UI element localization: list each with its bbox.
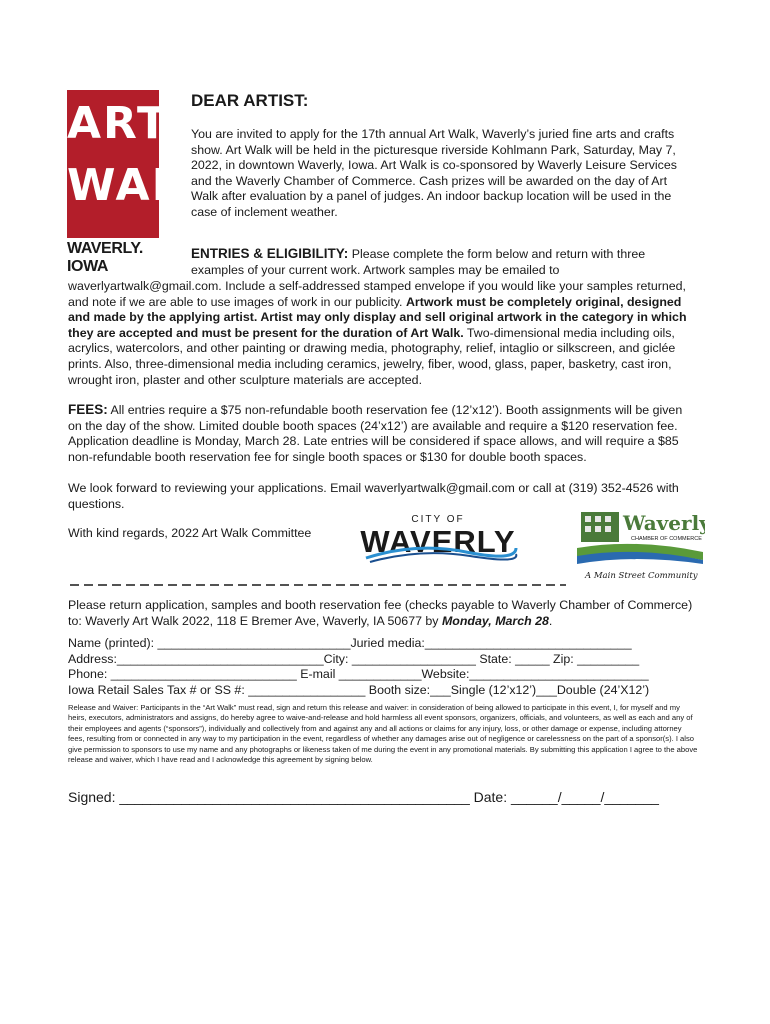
entries-text-3: Two-dimensional media including oils, acrylics, watercolors, and other painting or drawing media, photography, relief, intaglio or silkscreen, and giclée prints. Also, three-dimensional media including ceramics, jewelry, fiber, wood, glass, paper, basketry, cast iron, wrought iron, plaster and other sculpture materials are accepted.: [68, 325, 676, 387]
cut-line-divider: [68, 575, 568, 587]
fees-paragraph: [68, 402, 698, 465]
form-name-line[interactable]: Name (printed): ____________________________Juried media:______________________________: [68, 636, 632, 650]
application-form: [68, 636, 708, 698]
city-logo-graphic: [356, 512, 521, 572]
closing-paragraph: We look forward to reviewing your applications. Email waverlyartwalk@gmail.com or call at (319) 352-4526 with questions.: [68, 481, 679, 511]
form-address-line[interactable]: Address:______________________________City: __________________ State: _____ Zip: _________: [68, 651, 640, 666]
intro-paragraph: You are invited to apply for the 17th annual Art Walk, Waverly’s juried fine arts and crafts show. Art Walk will be held in the picturesque riverside Kohlmann Park, Saturday, May 7, 2022, in downtown Waverly, Iowa. Art Walk is co-sponsored by Waverly Leisure Services and the Waverly Chamber of Commerce. Cash prizes will be awarded on the day of Art Walk after evaluation by a panel of judges. An indoor backup location will be used in the case of inclement weather.: [191, 127, 677, 219]
form-tax-booth-line[interactable]: Iowa Retail Sales Tax # or SS #: _________________ Booth size:___Single (12’x12’)___Double (24’X12’): [68, 682, 650, 697]
chamber-tagline: A Main Street Community: [585, 571, 698, 581]
entries-intro: [191, 246, 696, 278]
return-deadline: Monday, March 28: [441, 613, 549, 628]
regards-line: With kind regards, 2022 Art Walk Committee: [68, 526, 312, 540]
logo-art-text: ART: [67, 98, 169, 149]
art-walk-logo: [67, 90, 218, 238]
logo-walk-text: WALK: [67, 160, 218, 211]
entries-text-2: waverlyartwalk@gmail.com. Include a self-addressed stamped envelope if you would like your samples returned, and note if we are able to use images of work in our publicity.: [68, 279, 686, 309]
fees-text: All entries require a $75 non-refundable booth reservation fee (12’x12’). Booth assignments will be given on the day of the show. Limited double booth spaces (24’x12’) are available and require a $120 reservation fee. Application deadline is Monday, March 28. Late entries will be considered if space allows, and will require a $85 non-refundable booth reservation fee for single booth spaces or $130 for double booth spaces.: [68, 403, 683, 464]
city-name-text: WAVERLY: [360, 524, 516, 559]
chamber-name-text: Waverly: [623, 511, 705, 535]
release-waiver: Release and Waiver: Participants in the “Art Walk” must read, sign and return this release and waiver: in consideration of being allowed to participate in this event, I, for myself and my heirs, executors, administrators and assigns, do hereby agree to waive-and-release and hold harmless all event sponsors, organizers, officials, and volunteers, as well as each and any of their employees and agents (“sponsors”), individually and collectively from and against any and all actions or claims for any injury, loss, or other damage or expense, including attorney fees, resulting from or connected in any way to my participation in the event, regardless of whether any damages arise out of negligence or carelessness on the part of a sponsor(s). I also give permission to sponsors to use my name and any photographs or likeness taken of me during the event in any promotional materials. By submitting this application I agree to the above release and waiver, which I have read and I acknowledge this agreement by signing below.: [68, 703, 698, 765]
chamber-logo-graphic: [575, 508, 705, 584]
logo-location: WAVERLY. IOWA: [67, 240, 143, 275]
city-of-text: CITY OF: [411, 514, 465, 525]
return-text: Please return application, samples and booth reservation fee (checks payable to Waverly Chamber of Commerce) to: Waverly Art Walk 2022, 118 E Bremer Ave, Waverly, IA 50677 by: [68, 598, 693, 628]
chamber-of-commerce-logo: [575, 508, 705, 584]
entries-paragraph: [68, 279, 698, 388]
page-title: DEAR ARTIST:: [191, 91, 309, 110]
entries-text-1: Please complete the form below and return with three examples of your current work. Artwork samples may be emailed to: [191, 247, 646, 277]
return-end: .: [548, 613, 553, 628]
entries-bold-text: Artwork must be completely original, designed and made by the applying artist. Artist may only display and sell original artwork in the category in which they are accepted and must be present for the duration of Art Walk.: [68, 294, 687, 340]
form-contact-line[interactable]: Phone: ___________________________ E-mail ____________Website:__________________________: [68, 667, 649, 682]
return-instructions: [68, 598, 698, 629]
dashed-line-graphic: [68, 576, 568, 588]
signature-line[interactable]: Signed: _____________________________________________ Date: ______/_____/_______: [68, 789, 659, 805]
entries-heading: ENTRIES & ELIGIBILITY:: [191, 246, 349, 261]
chamber-sub-text: CHAMBER OF COMMERCE: [631, 536, 702, 542]
city-of-waverly-logo: [356, 512, 521, 572]
fees-heading: FEES:: [68, 402, 108, 417]
